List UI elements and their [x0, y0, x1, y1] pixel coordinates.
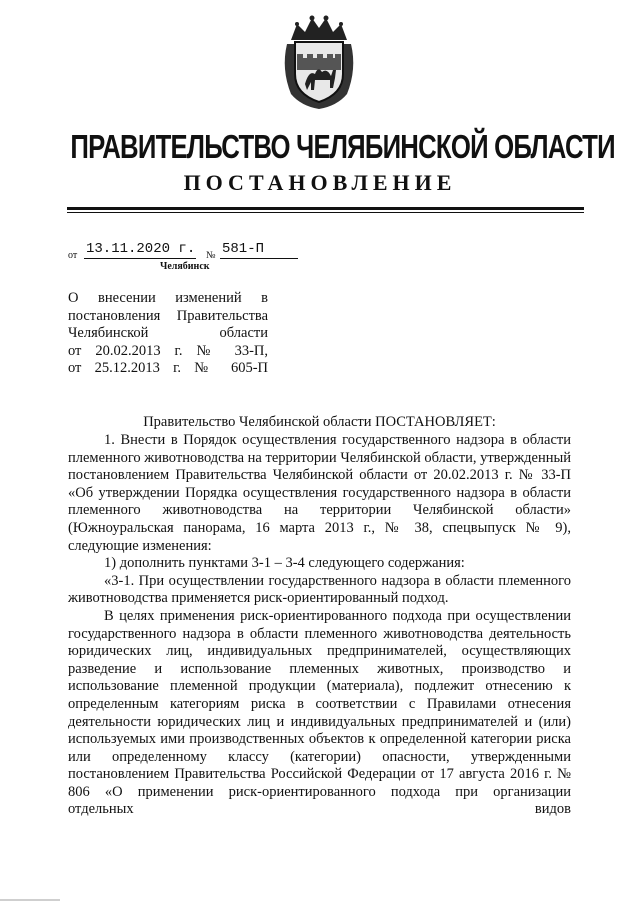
coat-of-arms-emblem [281, 14, 357, 110]
body-paragraph: В целях применения риск-ориентированного подхода при осуществлении государственного надзора в области племенного животноводства деятельность юридических лиц, индивидуальных предпринимателей, осуществляющих разведение и использование племенных животных, производство и использование племенной продукции (материала), подлежит отнесению к определенным категориям риска в соответствии с Правилами отнесения деятельности юридических лиц и индивидуальных предпринимателей и (или) используемых ими производственных объектов к определенной категории риска или определенному классу (категории) опасности, утвержденными постановлением Правительства Российской Федерации от 17 августа 2016 г. № 806 «О применении риск-ориентированного подхода при организации отдельных видов [68, 607, 571, 818]
document-subject [68, 290, 268, 378]
subject-line: Челябинской области [68, 325, 268, 341]
document-number: 581-П [222, 241, 265, 257]
subject-line: постановления Правительства [68, 307, 268, 324]
subject-line: от 20.02.2013 г. № 33-П, [68, 342, 268, 359]
date-from-label: от [68, 250, 78, 261]
header-divider-thick [67, 207, 584, 210]
number-underline [220, 258, 298, 259]
government-title: ПРАВИТЕЛЬСТВО ЧЕЛЯБИНСКОЙ ОБЛАСТИ [70, 128, 615, 165]
document-date: 13.11.2020 г. [86, 241, 196, 257]
preamble: Правительство Челябинской области ПОСТАНОВЛЯЕТ: [143, 414, 496, 430]
city-label: Челябинск [160, 261, 210, 272]
body-paragraph: 1) дополнить пунктами 3-1 – 3-4 следующего содержания: [104, 555, 465, 572]
date-underline [84, 258, 196, 259]
number-label: № [206, 250, 216, 261]
document-body [68, 432, 571, 819]
chelyabinsk-coat-of-arms-icon [281, 14, 357, 110]
subject-line: О внесении изменений в [68, 290, 268, 306]
subject-line: от 25.12.2013 г. № 605-П [68, 360, 268, 376]
scan-edge-mark [0, 899, 60, 901]
document-type: ПОСТАНОВЛЕНИЕ [183, 170, 457, 195]
header-divider-thin [67, 212, 584, 213]
body-paragraph: «3-1. При осуществлении государственного надзора в области племенного животноводства применяется риск-ориентированный подход. [68, 572, 571, 607]
body-paragraph: 1. Внести в Порядок осуществления государственного надзора в области племенного животноводства на территории Челябинской области, утвержденный постановлением Правительства Челябинской области от 20.02.2013 г. № 33-П «Об утверждении Порядка осуществления государственного надзора в области племенного животноводства на территории Челябинской области» (Южноуральская панорама, 16 марта 2013 г., № 38, спецвыпуск № 9), следующие изменения: [68, 432, 571, 554]
